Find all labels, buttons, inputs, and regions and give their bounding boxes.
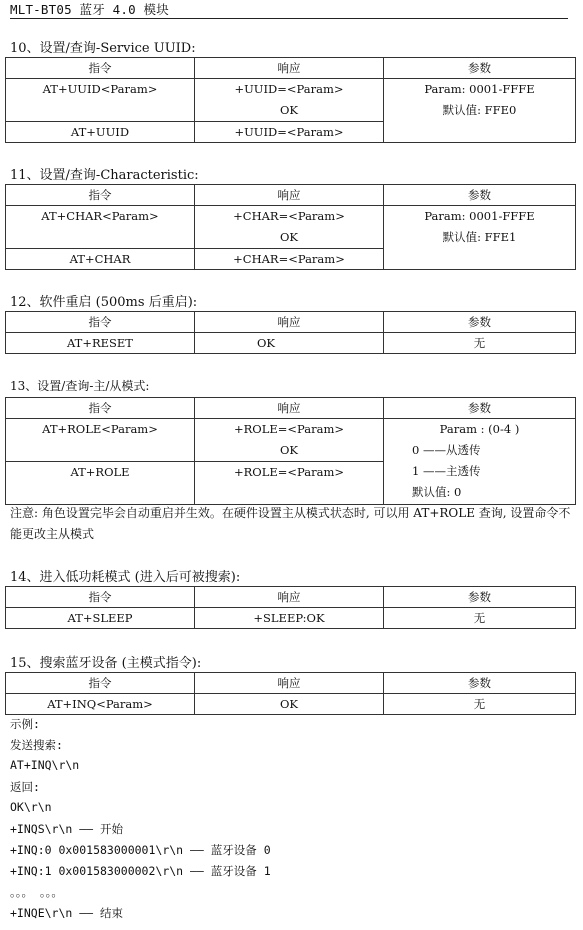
section-11-table xyxy=(5,184,576,270)
table-header-row xyxy=(6,58,576,79)
example-line: +INQ:0 0x001583000001\r\n —— 蓝牙设备 0 xyxy=(10,843,271,857)
col-header-param: 参数 xyxy=(384,673,576,694)
section-14-title: 14、进入低功耗模式 (进入后可被搜索): xyxy=(10,570,241,585)
example-line: 发送搜索: xyxy=(10,738,63,752)
param-line: 默认值: FFE1 xyxy=(442,230,517,244)
example-line: AT+INQ\r\n xyxy=(10,758,80,772)
param-cell xyxy=(384,206,576,270)
example-line: 返回: xyxy=(10,780,40,794)
section-10-title: 10、设置/查询-Service UUID: xyxy=(10,41,196,56)
param-line: 默认值: FFE0 xyxy=(442,103,517,117)
example-line: +INQE\r\n —— 结束 xyxy=(10,906,124,920)
example-line: +INQS\r\n —— 开始 xyxy=(10,822,124,836)
example-line: OK\r\n xyxy=(10,800,52,814)
col-header-param: 参数 xyxy=(384,185,576,206)
table-header-row xyxy=(6,185,576,206)
resp-cell xyxy=(195,206,384,249)
col-header-response: 响应 xyxy=(195,673,384,694)
table-row xyxy=(6,608,576,629)
cmd-cell: AT+ROLE xyxy=(6,462,195,505)
section-12-title: 12、软件重启 (500ms 后重启): xyxy=(10,295,198,310)
col-header-response: 响应 xyxy=(195,398,384,419)
cmd-cell: AT+CHAR xyxy=(6,249,195,270)
section-15-title: 15、搜索蓝牙设备 (主模式指令): xyxy=(10,656,202,671)
col-header-param: 参数 xyxy=(384,587,576,608)
resp-cell: OK xyxy=(195,333,384,354)
table-row xyxy=(6,206,576,249)
cmd-cell: AT+RESET xyxy=(6,333,195,354)
resp-line: OK xyxy=(279,230,299,244)
col-header-response: 响应 xyxy=(195,58,384,79)
param-line: 1 ——主透传 xyxy=(412,464,481,478)
cmd-cell: AT+INQ<Param> xyxy=(6,694,195,715)
table-row xyxy=(6,79,576,122)
param-cell: 无 xyxy=(384,694,576,715)
param-cell xyxy=(384,419,576,505)
col-header-command: 指令 xyxy=(6,312,195,333)
col-header-param: 参数 xyxy=(384,58,576,79)
resp-line: +ROLE=<Param> xyxy=(234,422,344,436)
param-cell xyxy=(384,79,576,143)
col-header-param: 参数 xyxy=(384,398,576,419)
param-cell: 无 xyxy=(384,608,576,629)
section-12-table xyxy=(5,311,576,354)
resp-cell xyxy=(195,79,384,122)
col-header-response: 响应 xyxy=(195,587,384,608)
resp-cell: +UUID=<Param> xyxy=(195,122,384,143)
col-header-response: 响应 xyxy=(195,185,384,206)
table-row xyxy=(6,419,576,462)
section-15-table xyxy=(5,672,576,715)
param-cell: 无 xyxy=(384,333,576,354)
col-header-command: 指令 xyxy=(6,587,195,608)
section-13-table xyxy=(5,397,576,505)
role-note: 注意: 角色设置完毕会自动重启并生效。在硬件设置主从模式状态时, 可以用 AT+ROLE 查询, 设置命令不能更改主从模式 xyxy=(10,506,571,541)
resp-cell: OK xyxy=(195,694,384,715)
table-header-row xyxy=(6,673,576,694)
param-line: Param : (0-4 ) xyxy=(439,422,520,436)
col-header-response: 响应 xyxy=(195,312,384,333)
section-13-title: 13、设置/查询-主/从模式: xyxy=(10,379,150,393)
col-header-command: 指令 xyxy=(6,185,195,206)
param-line: Param: 0001-FFFE xyxy=(424,82,535,96)
param-line: 0 ——从透传 xyxy=(412,443,481,457)
col-header-command: 指令 xyxy=(6,673,195,694)
resp-cell: +CHAR=<Param> xyxy=(195,249,384,270)
resp-line: OK xyxy=(279,103,299,117)
cmd-cell: AT+UUID xyxy=(6,122,195,143)
param-line: Param: 0001-FFFE xyxy=(424,209,535,223)
col-header-command: 指令 xyxy=(6,58,195,79)
example-line: 。。。 。。。 xyxy=(10,885,63,899)
section-10-table xyxy=(5,57,576,143)
example-line: +INQ:1 0x001583000002\r\n —— 蓝牙设备 1 xyxy=(10,864,271,878)
section-14-table xyxy=(5,586,576,629)
section-11-title: 11、设置/查询-Characteristic: xyxy=(10,168,199,183)
col-header-command: 指令 xyxy=(6,398,195,419)
resp-cell: +ROLE=<Param> xyxy=(195,462,384,505)
cmd-cell: AT+SLEEP xyxy=(6,608,195,629)
resp-cell xyxy=(195,419,384,462)
cmd-cell: AT+ROLE<Param> xyxy=(6,419,195,462)
col-header-param: 参数 xyxy=(384,312,576,333)
table-row xyxy=(6,694,576,715)
resp-line: OK xyxy=(279,443,299,457)
table-row xyxy=(6,333,576,354)
table-header-row xyxy=(6,587,576,608)
cmd-cell: AT+CHAR<Param> xyxy=(6,206,195,249)
resp-line: +CHAR=<Param> xyxy=(233,209,345,223)
resp-line: +UUID=<Param> xyxy=(234,82,344,96)
table-header-row xyxy=(6,312,576,333)
example-line: 示例: xyxy=(10,717,40,731)
page-header xyxy=(10,0,568,19)
cmd-cell: AT+UUID<Param> xyxy=(6,79,195,122)
resp-cell: +SLEEP:OK xyxy=(195,608,384,629)
param-line: 默认值: 0 xyxy=(412,485,462,499)
table-header-row xyxy=(6,398,576,419)
header-title: MLT-BT05 蓝牙 4.0 模块 xyxy=(10,2,169,17)
